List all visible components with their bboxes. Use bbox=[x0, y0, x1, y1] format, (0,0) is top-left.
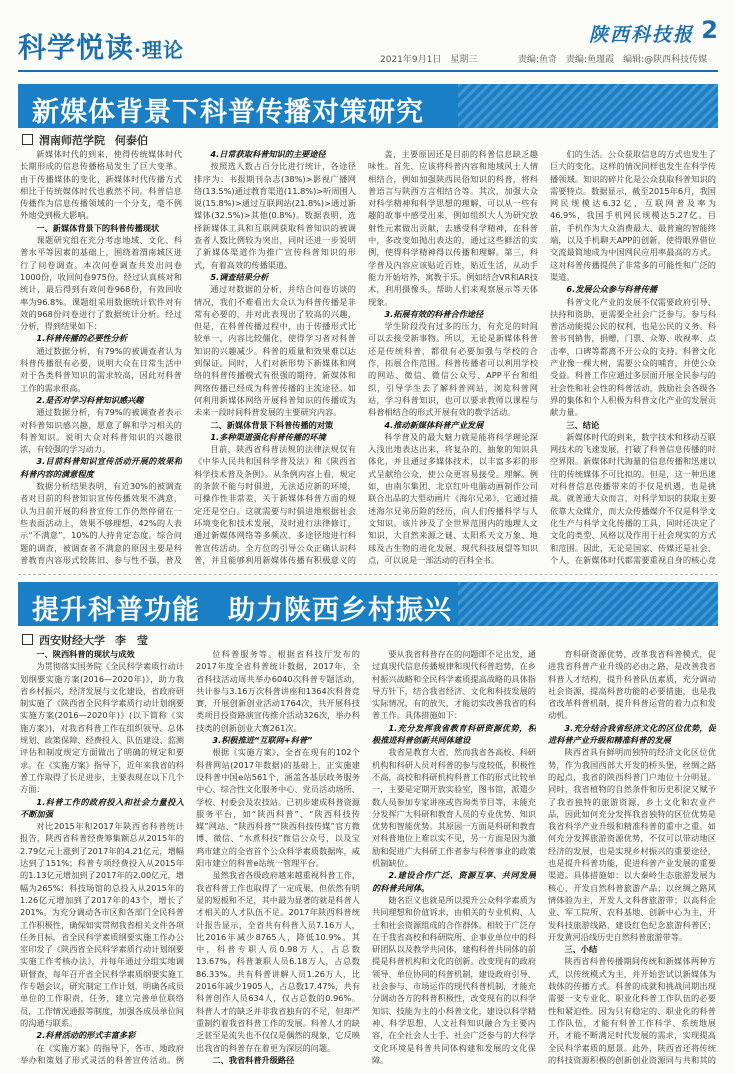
paragraph: 新媒体时代的到来，使得传统媒体时代长期形成的信息传播格局发生了巨大变革。由于传播媒体的变化，新媒体时代传播方式相比于传统媒体时代也截然不同。科普信息传播作为信息传播领域的一个分支，毫不例外地受到极大影响。 bbox=[20, 149, 182, 221]
subheading: 2.科普活动的形式丰富多彩 bbox=[36, 1030, 136, 1041]
section-title: 科学悦读·理论 bbox=[18, 31, 184, 64]
article1-headline-bar bbox=[18, 84, 718, 128]
paragraph: 位科普服务等。根据省科技厅发布的2017年度全省科普统计数据，2017年，全省科技活动周共举办6040次科普专题活动，共计参与3.16万次科普讲座和1364次科普竞赛，开展创新创业活动1764次，共开展科技类项目投资路演宣传推介活动326次，举办科技类的创新创业大赛261次。 bbox=[196, 649, 360, 733]
subheading: 4.日常获取科普知识的主要途径 bbox=[210, 149, 326, 159]
paragraph: 对比2015年和2017年陕西省科普统计报告，陕西省科普经费筹集额总从2015年的2.79亿元上涨到了2017年的4.21亿元，增幅达到了151%；科普专项经费投入从2015年的1.13亿元增加到了2017年的2.00亿元，增幅为265%；科技场馆的总投入从2015年的1.26亿元增加到了2017年的43个，增长了201%。为充分调动各市区和各部门全民科普工作积极性，确保如实贯彻我省相关文件各项任务目标，省全民科学素质纲要实施工作办公室印发了《陕西省全民科学素质行动计划纲要实施工作考核办法》，并每年通过分组实地调研督查，每年召开省全民科学素质纲要实施工作专题会议，研究制定工作计划，明确各成员单位的工作职责，任务，建立完善单位联络员，工作情况通报等制度，加强各成员单位间的沟通与联系。 bbox=[20, 821, 184, 1028]
subheading: 一、新媒体背景下的科普传播现状 bbox=[36, 222, 160, 233]
subheading: 二、新媒体背景下科普传播的对策 bbox=[210, 419, 334, 430]
article2-byline bbox=[22, 632, 148, 648]
subheading: 2.建设合作广泛、资源互享、共同发展的科普共同体。 bbox=[372, 870, 536, 893]
paragraph: 虽然我省各级政府越来越重视科普工作，我省科普工作也取得了一定成果，但依然有明显的短板和不足，其中最为显著的就是科普人才相关的人才队伍不足。2017年陕西科普统计报告显示，全省共有科普人员7.16万人，比2016年减少8765人，降低10.9%。其中，科普专职人员0.98万人，占总数13.67%，科普兼职人员6.18万人，占总数86.33%。共有科普讲解人员1.26万人，比2016年减少1905人，占总数17.47%，共有科普创作人员634人，仅占总数的0.96%。科普人才的缺乏并非我省独有的不足，但却严重制约着我省科普工作的发展。科普人才的缺乏甚至是流失也不仅仅是偶然的现象，它反映出我省的科普存在着更为深层的问题。 bbox=[196, 870, 360, 1053]
paragraph: 我省是教育大省，然而我省各高校、科研机构和科研人员对科普的参与度较低，积极性不高，高校和科研机构科普工作的形式比较单一，主要是定期开放实验室，图书馆，派遣少数人员参加专家讲座或咨询类节目等，未能充分发挥广大科研和教育人员的专业优势、知识优势和智能优势。其原因一方面是科研和教育对科普地位上难以实不见，另一方面是因为激励和促进广大科研工作者参与科普事业的政策机制缺位。 bbox=[372, 747, 536, 869]
byline-box-icon bbox=[22, 634, 33, 645]
byline-box-icon bbox=[22, 134, 33, 145]
paragraph: 科学普及的最大魅力就是能将科学理论深入浅出地表达出来，将复杂的、抽象的知识具体化，并且通过多媒体技术，以丰富多彩的形式呈献给公众，使公众更容易接受。理解。例如，由南尔集团、北京红叶电脑动画制作公司联合出品的大型动画片《海尔兄弟》，它通过描述海尔兄弟历险的经历，向人们传播科学与人文知识。该片涉及了全世界范围内的地理人文知识，大自然来源之谜、太阳系天文万象、地球及古生物的进化发展、现代科技展望等知识点，可以说是一部活动的百科全书。 bbox=[368, 431, 538, 565]
paragraph: 通过对数据的分析，并结合问卷访谈的情况，我们不难看出大众认为科普传播是非常有必要的，并对此表现出了较高的兴趣，但是，在科普传播过程中，由于传播形式比较单一，内容比较僵化，使得学习者对科普知识的兴趣减少。科普的质量和效果难以达到保证。同时，人们对新形势下新媒体和网络的科普传播模式有很强的期待，新媒体和网络传播已经成为科普传播的主流途径。如何利用新媒体网络开展科普知识的传播成为未来一段时间科普发展的主要研究内容。 bbox=[194, 284, 356, 418]
subheading: 2.是否对学习科普知识感兴趣 bbox=[36, 394, 144, 405]
subheading: 3.充分结合我省经济文化的区位优势，促进科普产业升级和精准科普的发展 bbox=[548, 722, 716, 746]
paragraph: 按照选人数占百分比进行统计，各途径排序为：书报期刊杂志(38%)>影视广播网络(13.5%)通过教育渠道(11.8%)>听周围人说(15.8%)>通过互联网站(21.8%)>通过新媒体(32.5%)>其他(0.8%)。数据表明，选择新媒体工具和互联网获取科普知识的被调查者人数比例较为突出，同时还进一步说明了新媒体渠道作为推广宣传科普知识的形式，有着高效的传播渠道。 bbox=[194, 161, 356, 270]
article1-col1 bbox=[20, 148, 182, 568]
paragraph: 课题研究组在充分考虑地域、文化、科普水平等因素的基础上，围绕着渭南城区进行了问卷调查。本次问卷调查共发出问卷1000份，收回问卷975份。经过认真核对和统计，最后得到有效问卷968份，有效回收率为96.8%。课题组采用数据统计软件对有效的968份问卷进行了数据统计分析。经过分析，得到结果如下： bbox=[20, 235, 182, 332]
editors-line: 责编:鱼奇 责编:鱼瑾霞 编辑:@陕西科技传媒 bbox=[518, 55, 708, 65]
subheading: 三、结论 bbox=[566, 419, 600, 430]
article1-col2 bbox=[194, 148, 356, 568]
subheading: 6.发展公众参与科普传播 bbox=[566, 284, 658, 295]
subheading: 5.调查结果分析 bbox=[210, 271, 269, 282]
headline-stripe-decoration bbox=[458, 582, 718, 626]
subheading: 一、陕西科普的现状与成效 bbox=[36, 649, 135, 659]
subheading bbox=[368, 566, 538, 568]
paragraph: 为贯彻落实国务院《全民科学素质行动计划纲要实施方案(2016—2020年)》，助力我省乡村振兴，经济发展与文化建设，省政府研制实施了《陕西省全民科学素质行动计划纲要实施方案(2016—2020年)》(以下简称《实施方案》)，对我省科普工作在组织领导、总体规划、政策保障、经费投入、队伍建设、监测评估和制度规定方面做出了明确的规定和要求。在《实施方案》指导下，近年来我省的科普工作取得了长足进步，主要表现在以下几个方面： bbox=[20, 661, 184, 795]
article2-headline: 提升科普功能 助力陕西乡村振兴 bbox=[32, 595, 452, 626]
article2-col2 bbox=[196, 648, 360, 1066]
subheading: 1.多种渠道强化科普传播的环境 bbox=[210, 431, 326, 442]
article1-col3 bbox=[368, 148, 538, 568]
subheading: 3.拓展有效的科普合作途径 bbox=[384, 308, 484, 319]
article1-affiliation: 渭南师范学院 bbox=[39, 134, 105, 147]
subheading: 1.科普工作的政府投入和社会力量投入不断加强 bbox=[20, 796, 184, 819]
article1-col4 bbox=[550, 148, 716, 568]
issue-date: 2021年9月1日 星期三 bbox=[380, 55, 478, 65]
paragraph: 学生阶段没有过多的压力，有充足的时间可以去接受新事物。所以，无论是新媒体科普还是传统科普，都很有必要加强与学校的合作，拓展合作范围。科普传播者可以利用学校的网站、微信、微信公众号、APP平台和组织，引导学生去了解科普网站，浏览科普网站，学习科普知识，也可以要求教师以课程与科普相结合的形式开展有效的教学活动。 bbox=[368, 321, 538, 418]
page-number: 2 bbox=[701, 16, 718, 44]
article1-author: 何泰伯 bbox=[115, 134, 148, 147]
article2-col1 bbox=[20, 648, 184, 1066]
subheading: 3.目前科普知识宣传活动开展的效果和科普内容的满意程度 bbox=[20, 456, 182, 479]
article2-col3 bbox=[372, 648, 536, 1066]
paragraph: 们的生活。公众获取信息的方式也发生了巨大的变化。这样的情况同样也发生在科学传播领域。知识的碎片化是公众获取科普知识的需要特点。数据显示，截至2015年6月，我国网民规模达6.32亿，互联网普及率为46.9%，我国手机网民规模达5.27亿。目前，手机作为大众消费最大、最普遍的智能终端，以及手机聊天APP的创新，使得眼界借位交流最简地成为中国网民应用率最高的方式。这对科普传播提供了非常多的可能性和广泛的渠道。 bbox=[550, 149, 716, 282]
subheading: 1.科普传播的必要性分析 bbox=[36, 333, 128, 344]
paragraph: 根据《实施方案》，全省在现有的102个科普网站(2017年数据)的基础上，正实施建设科普中国e站561个，涵盖各基层政务服务中心、综合性文化服务中心、党员活动场所、学校、村委会及农技站。已初步建成科普资源服务平台，如“陕西科普”、“陕西科技传媒”网站、“陕西科普”“陕西科技传媒”官方微博、微信、“水煮科技”微信公众号，以及宝鸡市建立的全省首个公众科学素质数据库，咸阳市建立的科普e站统一管理平台。 bbox=[196, 747, 360, 869]
paragraph: 育科研资源优势，改革我省科普模式，促进我省科普产业升级的必由之路，是改善我省科普人才结构，提升科普队伍素质，充分调动社会资源，提高科普功能的必要措施，也是我省改革科普机制，提升科普运营的着力点和发动机。 bbox=[548, 649, 716, 721]
article1-byline bbox=[22, 132, 148, 148]
paragraph: 数据分析结果表明，有近30%的被调查者对目前的科普知识宣传传播效果不满意，认为目前开展的科普宣传工作仍然停留在一些表面活动上，效果不够理想，42%的人表示“不满意”，10%的人持肯定态度。综合问题的调查，被调查者不满意的原因主要是科普教育内容形式较陈旧、参与性不强，普及 bbox=[20, 481, 182, 565]
article-divider bbox=[18, 574, 718, 575]
subheading: 4.推动新媒体科普产业发展 bbox=[384, 419, 484, 430]
paragraph: 要从我省科普存在的问题即不足出发，通过真现代信息传播规律和现代科普趋势，在乡村振兴战略和全民科学素质提高战略的具体指导方针下，结合我省经济、文化和科技发展的实际情况，有的放矢，才能切实改善我省的科普工作。具体措施如下： bbox=[372, 649, 536, 721]
paragraph: 目前，陕西省科普法规的法律法规仅有《中华人民共和国科学普及法》和《陕西省科学技术普及条例》。从条例内容上看，规定的条款不能与时俱进，无法适应新的环境，可操作性非常差，关于新媒体科普方面的规定还是空白。这就需要与时俱进地根据社会环境变化和技术发展，及时进行法律修订，通过新媒体网络等多频次、多途径地进行科普宣传活动。全方位的引导公众正确认识科普，并且能够利用新媒体传播有积极意义的 bbox=[194, 444, 356, 565]
subheading: 二、我省科普升级路径 bbox=[212, 1054, 295, 1065]
article2-col4 bbox=[548, 648, 716, 1066]
article1-headline: 新媒体背景下科普传播对策研究 bbox=[32, 97, 424, 128]
headline-stripe-decoration bbox=[458, 84, 718, 128]
paragraph: 陕西省具有鲜明而独特的经济文化区位优势，作为我国西部大开发的桥头堡，丝绸之路的起点，我省的陕西科普门户地位十分明显。同时，我省植物的自然条件和历史积淀又赋予了我省独特的旅游资源，乡土文化和农业产品，因此如何充分发挥我省独特的区位优势是我省科学产业升级和精准科普的重中之重。如何充分发挥旅游资源优势，不仅可以带动地区经济的发展，也是实现乡村振兴的重要途径，也是提升科普功能，促进科普产业发展的重要渠道。具体措施如：以大秦岭生态旅游发展为核心，开发自然科普旅游产品；以丝绸之路风情体验为主，开发人文科普旅游带；以高科企业、军工院所、农科基地、创新中心为主，开发科技旅游线路，建设红色纪念旅游科普区；开发黄河沿线历史自然科普旅游带等。 bbox=[548, 747, 716, 942]
paragraph: 通过数据分析，有79%的被调查者认为科普传播很有必要，说明大众在日常生活中对于各类科普知识的需求较高，因此对科普工作的需求很高。 bbox=[20, 345, 182, 393]
subheading: 三、小结 bbox=[564, 944, 598, 955]
paragraph: 陕西省科普传播期间传统和新媒体两种方式，以传统模式为主，并开始尝试以新媒体为载体的传播方式。科普的成就和挑战同期出现需要一支专业化、职业化科普工作队伍的必要性和紧迫性。因为只有稳定的、职业化的科普工作队伍，才能有科普工作科学、系统地展开，才能不断满足时代发展的需求，实现提高全民科学素质的愿景。此外，陕西省还将传统的科技资源积极的创新创业资源同与共和其的 bbox=[548, 956, 716, 1065]
paragraph: 新媒体时代的到来，数字技术和移动互联网技术的飞速发展，打破了科普信息传播的时空界限。新媒体时代海量的信息传播和迅速以往的传统媒体不可比拟的。但是，这一种迅速对科普信息传播带来的不仅是机遇，也是挑战。就普通大众而言，对科学知识的获取主要依靠大众媒介，而大众传播媒介不仅是科学文化生产与科学文化传播的工具，同时还决定了文化的类型、风格以及作用于社会现实的方式和范围。因此，无论是国家、传媒还是社会、个人，在新媒体时代都需要重视自身的核心竞 bbox=[550, 431, 716, 565]
paragraph: 在《实施方案》的指导下，各市、地政府举办和策划了形式灵活的科普宣传活动。例 bbox=[20, 1042, 184, 1065]
newspaper-brand: 陕西科技报 bbox=[588, 24, 694, 46]
paragraph: 科普文化产业的发展不仅需要政府引导、扶持和资助，更需要全社会广泛参与。参与科普活动能提公民的权利，也是公民的义务。科普书刊销售，捐赠，门票、众筹、收视率、点击率，口碑等都离不开公众的支持。科普文化产业像一棵大树，需要公众的哺育，并使公众受益。科普工作应通过多层面开展全民参与的社会性和社会性的科普活动，鼓励社会各级各界的集体和个人积极为科普文化产业的发展贡献力量。 bbox=[550, 296, 716, 418]
paragraph: 盖，主要原因还是目前的科普信息缺乏趣味性。首先，应该将科普内容和地域风土人情相结合，例如加强陕西民俗知识的科普，将科普语言与陕西方言相结合等。其次，加强大众对科学精神和科学思想的理解，可以从一些有趣的故事中感受出来，例如组织大人为研究放射性元素做出贡献，去感受科学精神，在科普中，多改变如抛出表达的，通过这些鲜活的实例，使得科学精神得以传播和理解。第三，科学普及内容应该贴近百姓，贴近生活，从动手能力开始培养，寓教于乐。例如结合VR和AR技术，利用摄像头，帮助人们来观察展示等天体现象。 bbox=[368, 149, 538, 307]
article2-headline-bar bbox=[18, 582, 718, 626]
subheading: 3.积极推进“互联网+科普” bbox=[212, 735, 313, 746]
masthead bbox=[18, 14, 718, 74]
masthead-rule bbox=[18, 70, 718, 72]
article2-affiliation: 西安财经大学 bbox=[39, 634, 105, 647]
article2-author: 李 莹 bbox=[115, 634, 148, 647]
section-subtitle: ·理论 bbox=[134, 38, 184, 62]
subheading: 1.充分发挥我省教育科研资源优势，积极推进科普创新共同体建设 bbox=[372, 722, 536, 746]
paragraph: 随名臣义也就是所以提升公众科学素质为共同理想和价值诉求，由相关的专业机构、人士和社会资源组成的合作群体。相较于广泛存在于我省高校和科研院所、企事业单位中的科研团队以及教学共同体，建构科普共同体的前提是科普机构和文化的创新。改变现有的政府领导、单位协同的科普机制，建设政府引导、社会参与、市场运作的现代科普机制，才能充分调动各方的科普积极性，改变现有的以科学知识、技能为主的小科普文化，建设以科学精神、科学思想、人文社科知识融合为主要内容，在全社会人士手、社会广泛参与的大科学文化环境是科普共同体构建和发展的文化保障。 bbox=[372, 894, 536, 1065]
paragraph: 通过数据分析，有79%的被调查者表示对科普知识感兴趣，愿意了解和学习相关的科普知识。说明大众对科普知识的兴趣很浓，有较强的学习动力。 bbox=[20, 407, 182, 455]
